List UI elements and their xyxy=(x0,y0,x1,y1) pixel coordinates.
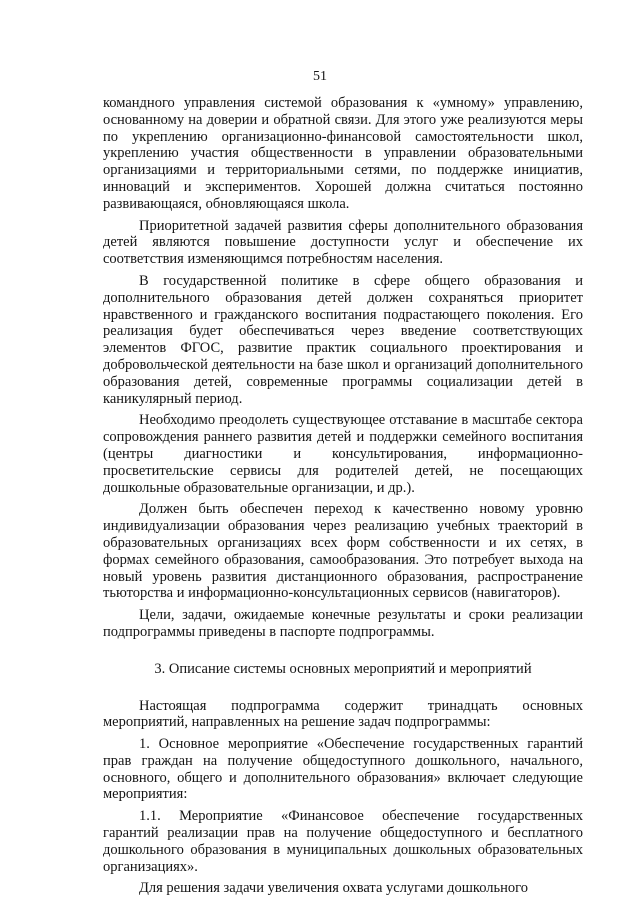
paragraph: Приоритетной задачей развития сферы дополнительного образования детей являются повышение доступности услуг и обеспечение их соответствия изменяющимся потребностям населения. xyxy=(103,217,583,268)
paragraph: Цели, задачи, ожидаемые конечные результаты и сроки реализации подпрограммы приведены в паспорте подпрограммы. xyxy=(103,607,583,640)
paragraph: Настоящая подпрограмма содержит тринадцать основных мероприятий, направленных на решение задач подпрограммы: xyxy=(103,697,583,731)
paragraph-continuation: командного управления системой образования к «умному» управлению, основанному на доверии и обратной связи. Для этого уже реализуются меры по укреплению организационно-финансовой самостоятельности школ, укреплению участия общественности в управлении образовательными организациями и территориальными сетями, по поддержке инициатив, инноваций и экспериментов. Хорошей должна считаться постоянно развивающаяся, обновляющаяся школа. xyxy=(103,95,583,212)
paragraph: В государственной политике в сфере общего образования и дополнительного образования детей должен сохраняться приоритет нравственного и гражданского воспитания подрастающего поколения. Его реализация будет обеспечиваться через введение соответствующих элементов ФГОС, развитие практик социального проектирования и добровольческой деятельности на базе школ и организаций дополнительного образования детей, современные программы социализации детей в каникулярный период. xyxy=(103,272,583,407)
paragraph: Для решения задачи увеличения охвата услугами дошкольного xyxy=(139,880,528,897)
list-item: 1.1. Мероприятие «Финансовое обеспечение государственных гарантий реализации прав на получение общедоступного и бесплатного дошкольного образования в муниципальных дошкольных образовательных организациях». xyxy=(103,808,583,875)
paragraph: Необходимо преодолеть существующее отставание в масштабе сектора сопровождения раннего развития детей и поддержки семейного воспитания (центры диагностики и консультирования, информационно-просветительские сервисы для родителей детей, не посещающих дошкольные образовательные организации, и др.). xyxy=(103,412,583,496)
page-number: 51 xyxy=(313,69,327,84)
list-item: 1. Основное мероприятие «Обеспечение государственных гарантий прав граждан на получение общедоступного дошкольного, начального, основного, общего и дополнительного образования» включает следующие мероприятия: xyxy=(103,736,583,803)
document-body xyxy=(103,95,583,902)
section-heading: 3. Описание системы основных мероприятий и мероприятий xyxy=(154,660,532,677)
paragraph: Должен быть обеспечен переход к качественно новому уровню индивидуализации образования через реализацию учебных траекторий в образовательных организациях всех форм собственности и их сетях, в формах семейного образования, самообразования. Это потребует выхода на новый уровень развития дистанционного образования, распространение тьюторства и информационно-консультационных сервисов (навигаторов). xyxy=(103,501,583,602)
